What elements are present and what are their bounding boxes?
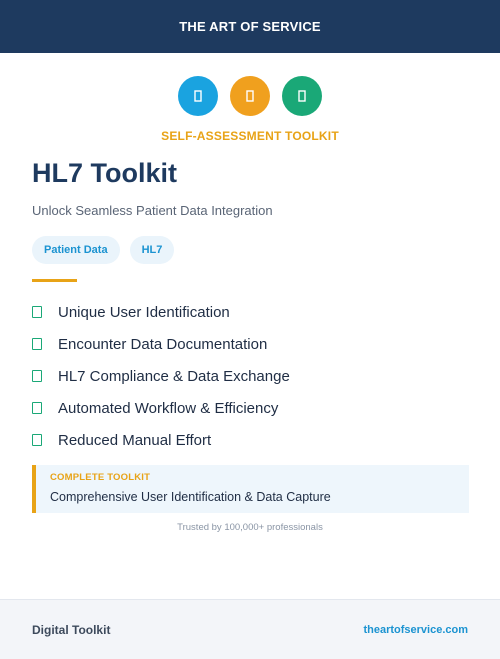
page-subtitle: Unlock Seamless Patient Data Integration	[32, 203, 273, 218]
feature-text: Reduced Manual Effort	[58, 431, 212, 449]
placeholder-icon	[243, 89, 257, 103]
page-title: HL7 Toolkit	[32, 158, 177, 188]
accent-divider	[32, 279, 77, 282]
eyebrow-label: SELF-ASSESSMENT TOOLKIT	[161, 129, 339, 143]
placeholder-icon	[295, 89, 309, 103]
icon-row	[0, 76, 500, 116]
tag-list	[32, 236, 174, 264]
callout-label: COMPLETE TOOLKIT	[50, 472, 151, 483]
placeholder-icon	[32, 434, 42, 446]
placeholder-icon	[32, 370, 42, 382]
list-item	[32, 296, 290, 328]
placeholder-icon	[32, 338, 42, 350]
feature-text: HL7 Compliance & Data Exchange	[58, 367, 290, 385]
feature-list	[32, 296, 290, 456]
placeholder-icon	[191, 89, 205, 103]
header-bar	[0, 0, 500, 53]
trusted-note: Trusted by 100,000+ professionals	[177, 522, 323, 533]
website-link[interactable]: theartofservice.com	[363, 623, 468, 636]
brand-title: THE ART OF SERVICE	[179, 19, 321, 34]
footer-label: Digital Toolkit	[32, 622, 111, 637]
toolkit-callout	[32, 465, 469, 513]
tag-patient-data: Patient Data	[32, 236, 120, 264]
feature-text: Automated Workflow & Efficiency	[58, 399, 279, 417]
tag-hl7: HL7	[130, 236, 175, 264]
feature-text: Encounter Data Documentation	[58, 335, 268, 353]
list-item	[32, 424, 290, 456]
feature-text: Unique User Identification	[58, 303, 230, 321]
callout-text: Comprehensive User Identification & Data Capture	[50, 490, 331, 504]
footer-bar	[0, 599, 500, 659]
placeholder-icon	[32, 402, 42, 414]
list-item	[32, 360, 290, 392]
list-item	[32, 392, 290, 424]
placeholder-icon	[32, 306, 42, 318]
icon-circle-1	[178, 76, 218, 116]
icon-circle-2	[230, 76, 270, 116]
list-item	[32, 328, 290, 360]
icon-circle-3	[282, 76, 322, 116]
